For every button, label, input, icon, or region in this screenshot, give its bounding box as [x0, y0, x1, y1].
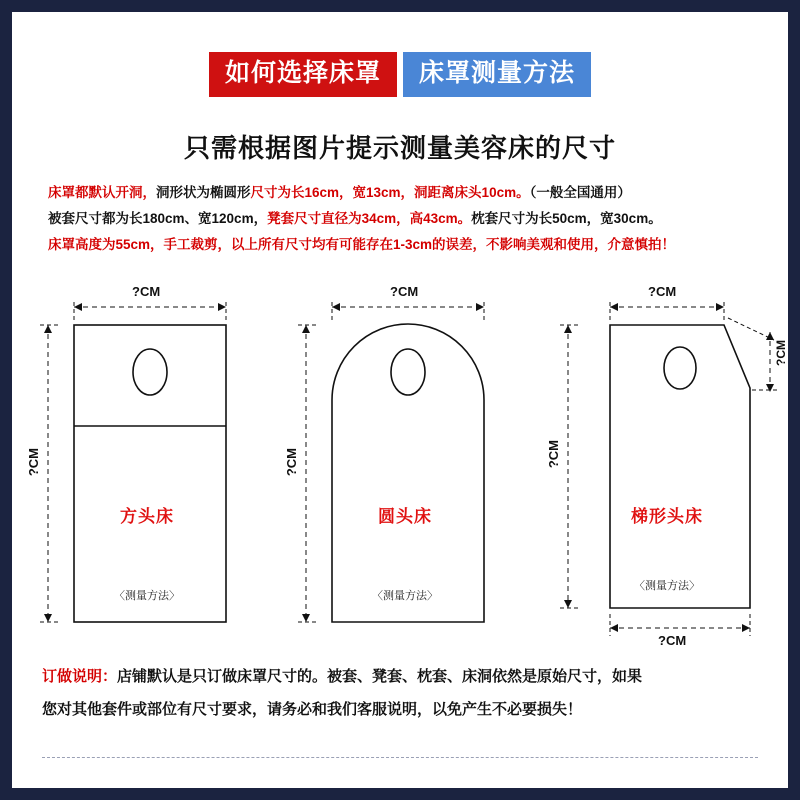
round-head-bed-method: 〈测量方法〉 [372, 590, 438, 602]
notes-line-1 [48, 180, 758, 206]
square-head-bed-left-dim: ?CM [26, 448, 41, 477]
square-head-bed-method: 〈测量方法〉 [114, 590, 180, 602]
notes-line-2 [48, 206, 758, 232]
trapezoid-head-bed-left-dim: ?CM [546, 440, 561, 469]
trapezoid-head-bed-method: 〈测量方法〉 [634, 580, 700, 592]
order-instruction [42, 660, 758, 726]
diagram-square-head-bed [22, 280, 272, 650]
diagram-round-head-bed [280, 280, 530, 650]
notes-l1-red-a: 床罩都默认开洞， [48, 185, 156, 200]
bottom-divider [42, 757, 758, 758]
header-badges [12, 52, 788, 97]
notes-line-3: 床罩高度为55cm，手工裁剪，以上所有尺寸均有可能存在1-3cm的误差，不影响美观和使用，介意慎拍！ [48, 237, 676, 252]
square-head-bed-top-dim: ?CM [132, 284, 161, 299]
notes-l1-red-b: 尺寸为长16cm，宽13cm，洞距离床头10cm。 [250, 185, 530, 200]
notes-l2-black-a: 被套尺寸都为长180cm、宽120cm， [48, 211, 268, 226]
notes-l2-black-c: 尺寸为长50cm，宽30cm。 [498, 211, 662, 226]
trapezoid-head-bed-bottom-dim: ?CM [658, 633, 687, 648]
trapezoid-head-bed-top-dim: ?CM [648, 284, 677, 299]
trapezoid-head-bed-right-dim: ?CM [774, 340, 788, 366]
order-instruction-text-1: 店铺默认是只订做床罩尺寸的。被套、凳套、枕套、床洞依然是原始尺寸，如果 [117, 668, 643, 685]
diagram-row [12, 280, 788, 650]
order-instruction-line-2: 您对其他套件或部位有尺寸要求，请务必和我们客服说明，以免产生不必要损失！ [42, 701, 583, 718]
notes-l1-black-b: （一般全国通用） [529, 185, 631, 200]
diagram-trapezoid-head-bed [542, 280, 788, 650]
trapezoid-head-bed-label: 梯形头床 [631, 507, 703, 526]
round-head-bed-label: 圆头床 [378, 507, 432, 526]
notes-l2-black-b: 枕套 [471, 211, 499, 226]
order-instruction-line-1 [42, 660, 758, 693]
notes-l1-black-a: 洞形状为椭圆形 [156, 185, 251, 200]
page-subtitle: 只需根据图片提示测量美容床的尺寸 [183, 133, 616, 163]
notes-block [48, 180, 758, 258]
square-head-bed-label: 方头床 [120, 507, 174, 526]
badge-measure-method: 床罩测量方法 [403, 52, 591, 97]
content-card [12, 12, 788, 788]
badge-how-to-choose: 如何选择床罩 [209, 52, 397, 97]
trapezoid-head-bed-drawing [542, 280, 788, 650]
round-head-bed-left-dim: ?CM [284, 448, 299, 477]
notes-l2-red-a: 凳套尺寸直径为34cm，高43cm。 [267, 211, 472, 226]
order-instruction-label: 订做说明： [42, 668, 118, 685]
round-head-bed-top-dim: ?CM [390, 284, 419, 299]
